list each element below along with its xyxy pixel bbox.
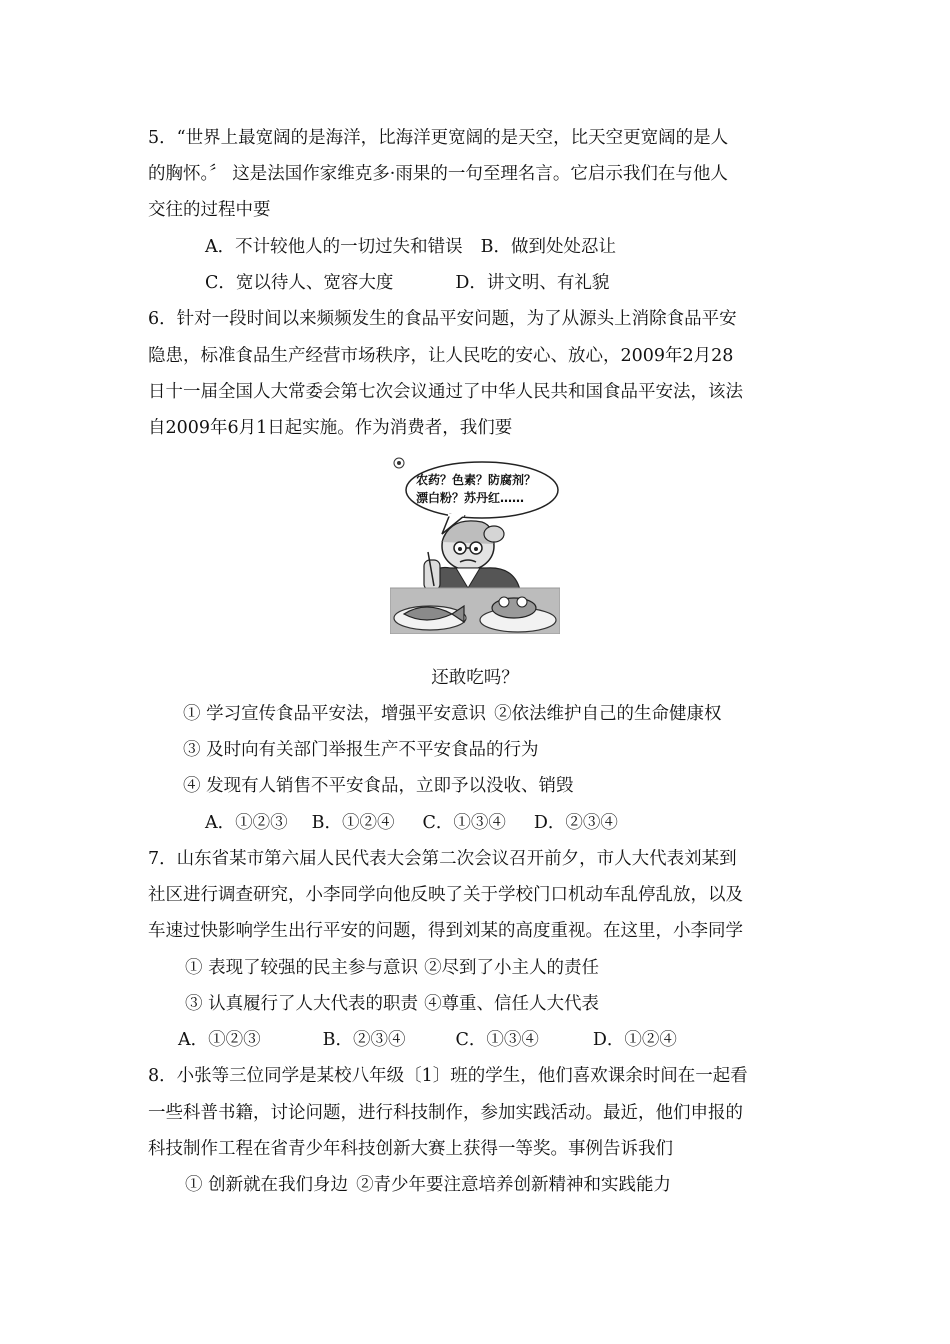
- q8-stem-line-2: 一些科普书籍，讨论问题，进行科技制作，参加实践活动。最近，他们申报的: [148, 1103, 743, 1123]
- q6-option-b: B．①②④: [311, 813, 395, 833]
- q6-stem-line-1: 6．针对一段时间以来频频发生的食品平安问题，为了从源头上消除食品平安: [148, 309, 737, 329]
- q8-item-2: ②青少年要注意培养创新精神和实践能力: [356, 1175, 672, 1195]
- figure-caption: 还敢吃吗？: [431, 668, 519, 688]
- q7-item-2: ②尽到了小主人的责任: [424, 958, 600, 978]
- q6-option-a: A．①②③: [205, 813, 288, 833]
- cartoon-illustration: [390, 456, 560, 634]
- q6-stem-line-2: 隐患，标准食品生产经营市场秩序，让人民吃的安心、放心，2009年2月28: [148, 346, 734, 366]
- q8-stem-line-3: 科技制作工程在省青少年科技创新大赛上获得一等奖。事例告诉我们: [148, 1139, 673, 1159]
- q7-option-c: C．①③④: [455, 1030, 539, 1050]
- bubble-text-1: 农药？色素？防腐剂？: [416, 473, 537, 487]
- q7-items-row-1: [185, 956, 599, 980]
- q5-options-row-1: [205, 235, 616, 259]
- speech-bubble: [406, 462, 558, 518]
- q7-item-1: ① 表现了较强的民主参与意识: [185, 958, 419, 978]
- cartoon-figure: [390, 456, 560, 634]
- q6-item-3: ③ 及时向有关部门举报生产不平安食品的行为: [183, 740, 539, 760]
- q5-options-row-2: [205, 271, 609, 295]
- q5-stem-line-1: 5．“世界上最宽阔的是海洋，比海洋更宽阔的是天空，比天空更宽阔的是人: [148, 128, 729, 148]
- q6-item-1: ① 学习宣传食品平安法，增强平安意识: [183, 704, 487, 724]
- q5-option-a: A．不计较他人的一切过失和错误: [205, 237, 463, 257]
- q8-item-1: ① 创新就在我们身边: [185, 1175, 349, 1195]
- q6-item-4: ④ 发现有人销售不平安食品，立即予以没收、销毁: [183, 776, 574, 796]
- q7-item-4: ④尊重、信任人大代表: [424, 994, 600, 1014]
- q5-option-d: D．讲文明、有礼貌: [455, 273, 610, 293]
- q8-items-row-1: [185, 1173, 671, 1197]
- q6-option-d: D．②③④: [533, 813, 618, 833]
- q6-options-row: [205, 811, 618, 835]
- q7-stem-line-2: 社区进行调查研究，小李同学向他反映了关于学校门口机动车乱停乱放，以及: [148, 885, 743, 905]
- q7-items-row-2: [185, 992, 599, 1016]
- q5-stem-line-2: 的胸怀。〞 这是法国作家维克多·雨果的一句至理名言。它启示我们在与他人: [148, 164, 728, 184]
- q6-stem-line-4: 自2009年6月1日起实施。作为消费者，我们要: [148, 418, 513, 438]
- q5-option-b: B．做到处处忍让: [480, 237, 617, 257]
- q6-items-row-1: [183, 702, 722, 726]
- q5-stem-line-3: 交往的过程中要: [148, 200, 271, 220]
- q7-stem-line-1: 7．山东省某市第六届人民代表大会第二次会议召开前夕，市人大代表刘某到: [148, 849, 737, 869]
- q7-item-3: ③ 认真履行了人大代表的职责: [185, 994, 419, 1014]
- q6-stem-line-3: 日十一届全国人大常委会第七次会议通过了中华人民共和国食品平安法，该法: [148, 382, 743, 402]
- bubble-text-2: 漂白粉？苏丹红……: [416, 491, 525, 505]
- q5-option-c: C．宽以待人、宽容大度: [205, 273, 394, 293]
- q6-item-2: ②依法维护自己的生命健康权: [494, 704, 722, 724]
- q7-options-row: [178, 1028, 677, 1052]
- q7-option-d: D．①②④: [592, 1030, 677, 1050]
- q7-option-a: A．①②③: [178, 1030, 261, 1050]
- q6-option-c: C．①③④: [422, 813, 506, 833]
- q7-option-b: B．②③④: [322, 1030, 406, 1050]
- q8-stem-line-1: 8．小张等三位同学是某校八年级〔1〕班的学生，他们喜欢课余时间在一起看: [148, 1066, 748, 1086]
- q7-stem-line-3: 车速过快影响学生出行平安的问题，得到刘某的高度重视。在这里，小李同学: [148, 921, 743, 941]
